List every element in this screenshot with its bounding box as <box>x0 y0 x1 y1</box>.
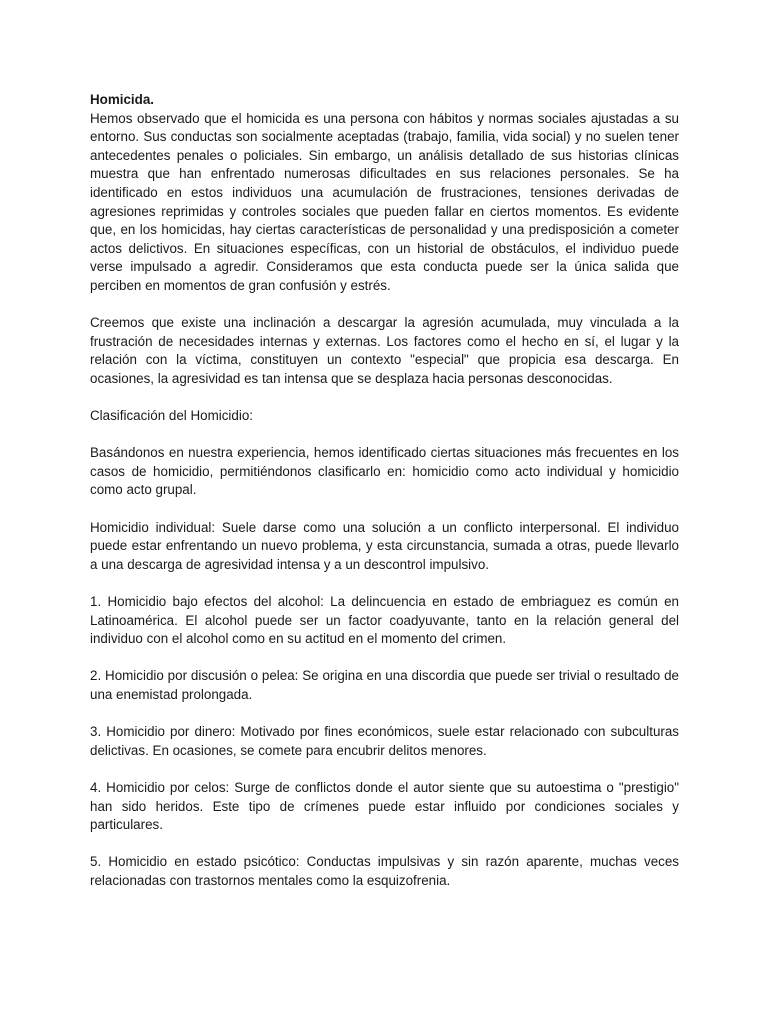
list-item-dispute: 2. Homicidio por discusión o pelea: Se origina en una discordia que puede ser trivial o resultado de una enemistad prolongada. <box>90 668 679 702</box>
list-item-money: 3. Homicidio por dinero: Motivado por fines económicos, suele estar relacionado con subculturas delictivas. En ocasiones, se comete para encubrir delitos menores. <box>90 724 679 758</box>
section-heading-classification: Clasificación del Homicidio: <box>90 408 253 424</box>
paragraph-aggression: Creemos que existe una inclinación a descargar la agresión acumulada, muy vinculada a la frustración de necesidades internas y externas. Los factores como el hecho en sí, el lugar y la relación con la víctima, constituyen un contexto "especial" que propicia esa descarga. En ocasiones, la agresividad es tan intensa que se desplaza hacia personas desconocidas. <box>90 315 679 386</box>
list-item-jealousy: 4. Homicidio por celos: Surge de conflictos donde el autor siente que su autoestima o "prestigio" han sido heridos. Este tipo de crímenes puede estar influido por condiciones sociales y particulares. <box>90 779 679 833</box>
list-item-alcohol: 1. Homicidio bajo efectos del alcohol: La delincuencia en estado de embriaguez es común en Latinoamérica. El alcohol puede ser un factor coadyuvante, tanto en la relación general del individuo con el alcohol como en su actitud en el momento del crimen. <box>90 594 679 647</box>
document-title: Homicida. <box>90 92 154 107</box>
paragraph-individual-homicide: Homicidio individual: Suele darse como una solución a un conflicto interpersonal. El individuo puede estar enfrentando un nuevo problema, y esta circunstancia, sumada a otras, puede llevarlo a una descarga de agresividad intensa y a un descontrol impulsivo. <box>90 519 679 572</box>
paragraph-classification: Basándonos en nuestra experiencia, hemos identificado ciertas situaciones más frecuentes en los casos de homicidio, permitiéndonos clasificarlo en: homicidio como acto individual y homicidio como acto grupal. <box>90 445 679 498</box>
list-item-psychotic: 5. Homicidio en estado psicótico: Conductas impulsivas y sin razón aparente, muchas veces relacionadas con trastornos mentales como la esquizofrenia. <box>90 854 679 888</box>
paragraph-intro: Hemos observado que el homicida es una persona con hábitos y normas sociales ajustadas a su entorno. Sus conductas son socialmente aceptadas (trabajo, familia, vida social) y no suelen tener antecedentes penales o policiales. Sin embargo, un análisis detallado de sus historias clínicas muestra que han enfrentado numerosas dificultades en sus relaciones personales. Se ha identificado en estos individuos una acumulación de frustraciones, tensiones derivadas de agresiones reprimidas y controles sociales que pueden fallar en ciertos momentos. Es evidente que, en los homicidas, hay ciertas características de personalidad y una predisposición a cometer actos delictivos. En situaciones específicas, con un historial de obstáculos, el individuo puede verse impulsado a agredir. Consideramos que esta conducta puede ser la única salida que perciben en momentos de gran confusión y estrés. <box>90 110 679 293</box>
